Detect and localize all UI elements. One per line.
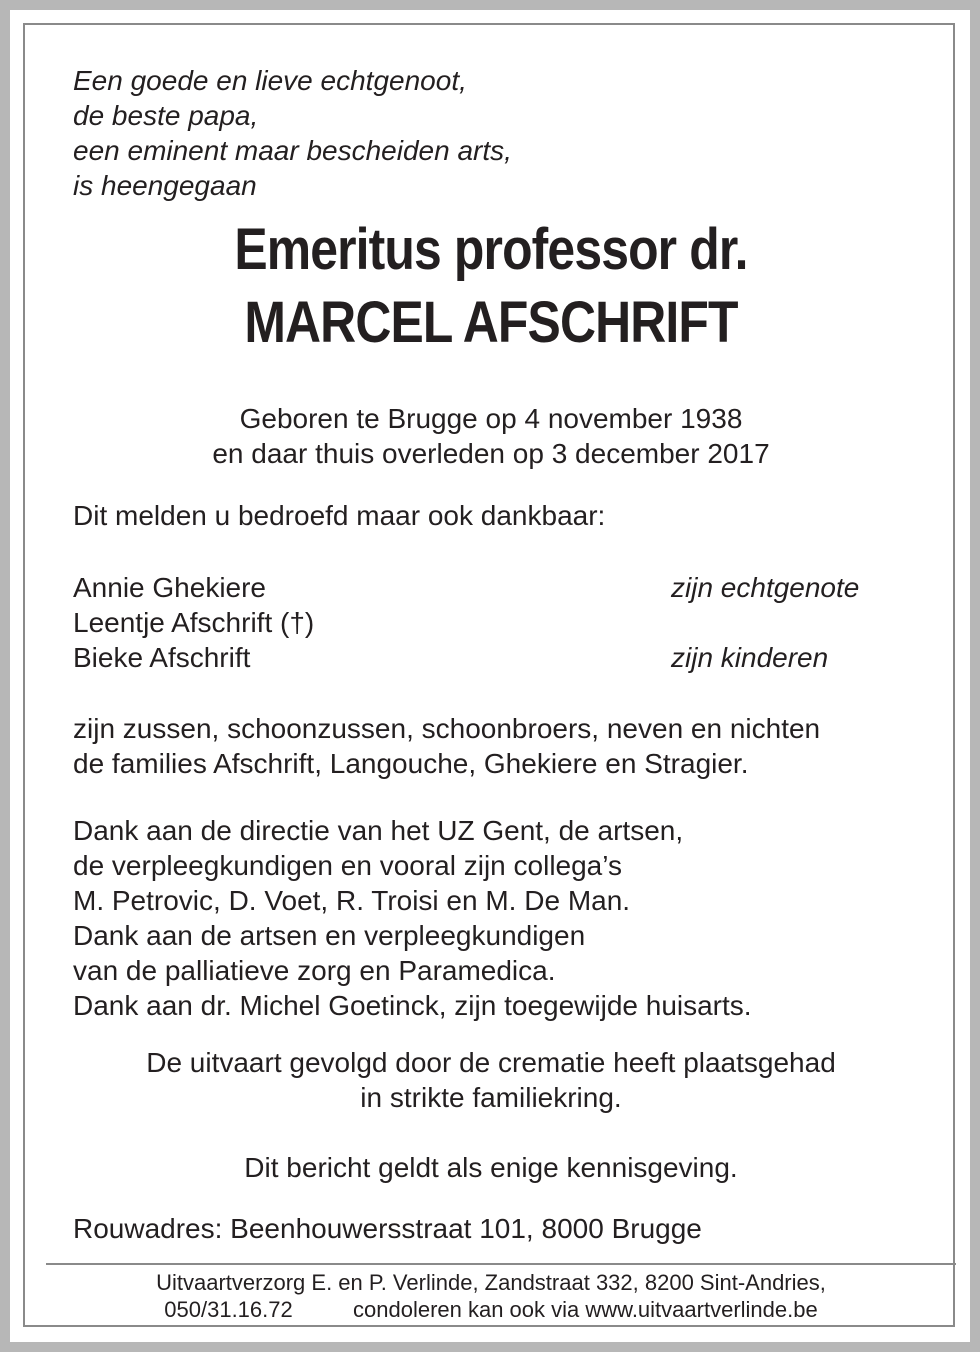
intro-line: is heengegaan (73, 170, 257, 201)
announcement: Dit melden u bedroefd maar ook dankbaar: (73, 500, 606, 531)
footer (25, 1269, 957, 1323)
family-name: Leentje Afschrift (†) (73, 607, 315, 638)
thanks-line: Dank aan de artsen en verpleegkundigen (73, 920, 586, 951)
phone-number: 050/31.16.72 (164, 1297, 293, 1322)
thanks-line: de verpleegkundigen en vooral zijn collega’s (73, 850, 622, 881)
relatives-line: de families Afschrift, Langouche, Ghekiere en Stragier. (73, 748, 749, 779)
thanks-line: van de palliatieve zorg en Paramedica. (73, 955, 556, 986)
funeral-line: De uitvaart gevolgd door de crematie heeft plaatsgehad (146, 1047, 836, 1078)
intro-line: de beste papa, (73, 100, 259, 131)
condolence-link[interactable]: condoleren kan ook via www.uitvaartverlinde.be (353, 1297, 818, 1322)
obituary-card (10, 10, 970, 1342)
thanks-line: Dank aan dr. Michel Goetinck, zijn toegewijde huisarts. (73, 990, 752, 1021)
thanks-line: M. Petrovic, D. Voet, R. Troisi en M. De Man. (73, 885, 631, 916)
thanks-line: Dank aan de directie van het UZ Gent, de artsen, (73, 815, 684, 846)
family-relation: zijn echtgenote (671, 572, 860, 603)
footer-divider (46, 1263, 956, 1265)
relatives-line: zijn zussen, schoonzussen, schoonbroers, neven en nichten (73, 713, 821, 744)
death-line: en daar thuis overleden op 3 december 2017 (212, 438, 770, 469)
footer-contact-row (25, 1296, 957, 1323)
intro-line: Een goede en lieve echtgenoot, (73, 65, 467, 96)
family-relation: zijn kinderen (671, 642, 829, 673)
notice-line: Dit bericht geldt als enige kennisgeving. (244, 1152, 738, 1183)
intro-text (73, 63, 512, 203)
intro-line: een eminent maar bescheiden arts, (73, 135, 512, 166)
deceased-name: MARCEL AFSCHRIFT (244, 290, 738, 355)
obituary-frame (23, 23, 955, 1327)
funeral-home: Uitvaartverzorg E. en P. Verlinde, Zandstraat 332, 8200 Sint-Andries, (156, 1270, 826, 1295)
family-name: Annie Ghekiere (73, 572, 267, 603)
funeral-line: in strikte familiekring. (360, 1082, 622, 1113)
family-name: Bieke Afschrift (73, 642, 251, 673)
birth-line: Geboren te Brugge op 4 november 1938 (239, 403, 743, 434)
birth-death-info (25, 401, 957, 471)
mourning-address: Rouwadres: Beenhouwersstraat 101, 8000 Brugge (73, 1213, 702, 1244)
title-honorific: Emeritus professor dr. (234, 217, 748, 282)
